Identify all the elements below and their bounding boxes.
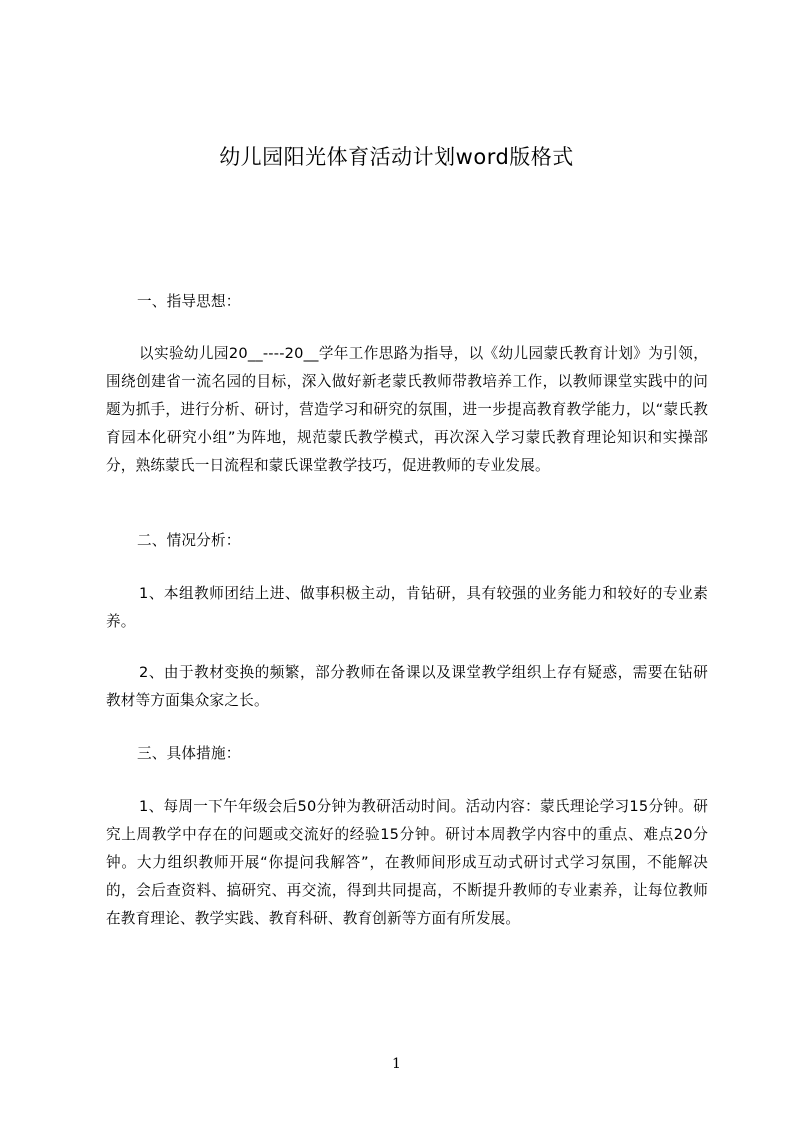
section-heading-situation-analysis: 二、情况分析： [137, 532, 241, 549]
section-heading-specific-measures: 三、具体措施： [137, 745, 241, 762]
paragraph-measures-1: 1、每周一下午年级会后50分钟为教研活动时间。活动内容：蒙氏理论学习15分钟。研究上周教学中存在的问题或交流好的经验15分钟。研讨本周教学内容中的重点、难点20分钟。大力组织教师开展“你提问我解答”，在教师间形成互动式研讨式学习氛围，不能解决的，会后查资料、搞研究、再交流，得到共同提高，不断提升教师的专业素养，让每位教师在教育理论、教学实践、教育科研、教育创新等方面有所发展。 [106, 798, 708, 927]
section-heading-guiding-thought: 一、指导思想： [137, 293, 241, 310]
document-title: 幼儿园阳光体育活动计划word版格式 [219, 145, 574, 169]
paragraph-situation-1: 1、本组教师团结上进、做事积极主动，肯钻研，具有较强的业务能力和较好的专业素养。 [106, 585, 708, 630]
paragraph-situation-2: 2、由于教材变换的频繁，部分教师在备课以及课堂教学组织上存有疑惑，需要在钻研教材等方面集众家之长。 [106, 664, 708, 709]
paragraph-guiding-thought: 以实验幼儿园20__----20__学年工作思路为指导，以《幼儿园蒙氏教育计划》为引领，围绕创建省一流名园的目标，深入做好新老蒙氏教师带教培养工作，以教师课堂实践中的问题为抓手，进行分析、研讨，营造学习和研究的氛围，进一步提高教育教学能力，以“蒙氏教育园本化研究小组”为阵地，规范蒙氏教学模式，再次深入学习蒙氏教育理论知识和实操部分，熟练蒙氏一日流程和蒙氏课堂教学技巧，促进教师的专业发展。 [106, 345, 708, 474]
page-number: 1 [392, 1056, 401, 1072]
